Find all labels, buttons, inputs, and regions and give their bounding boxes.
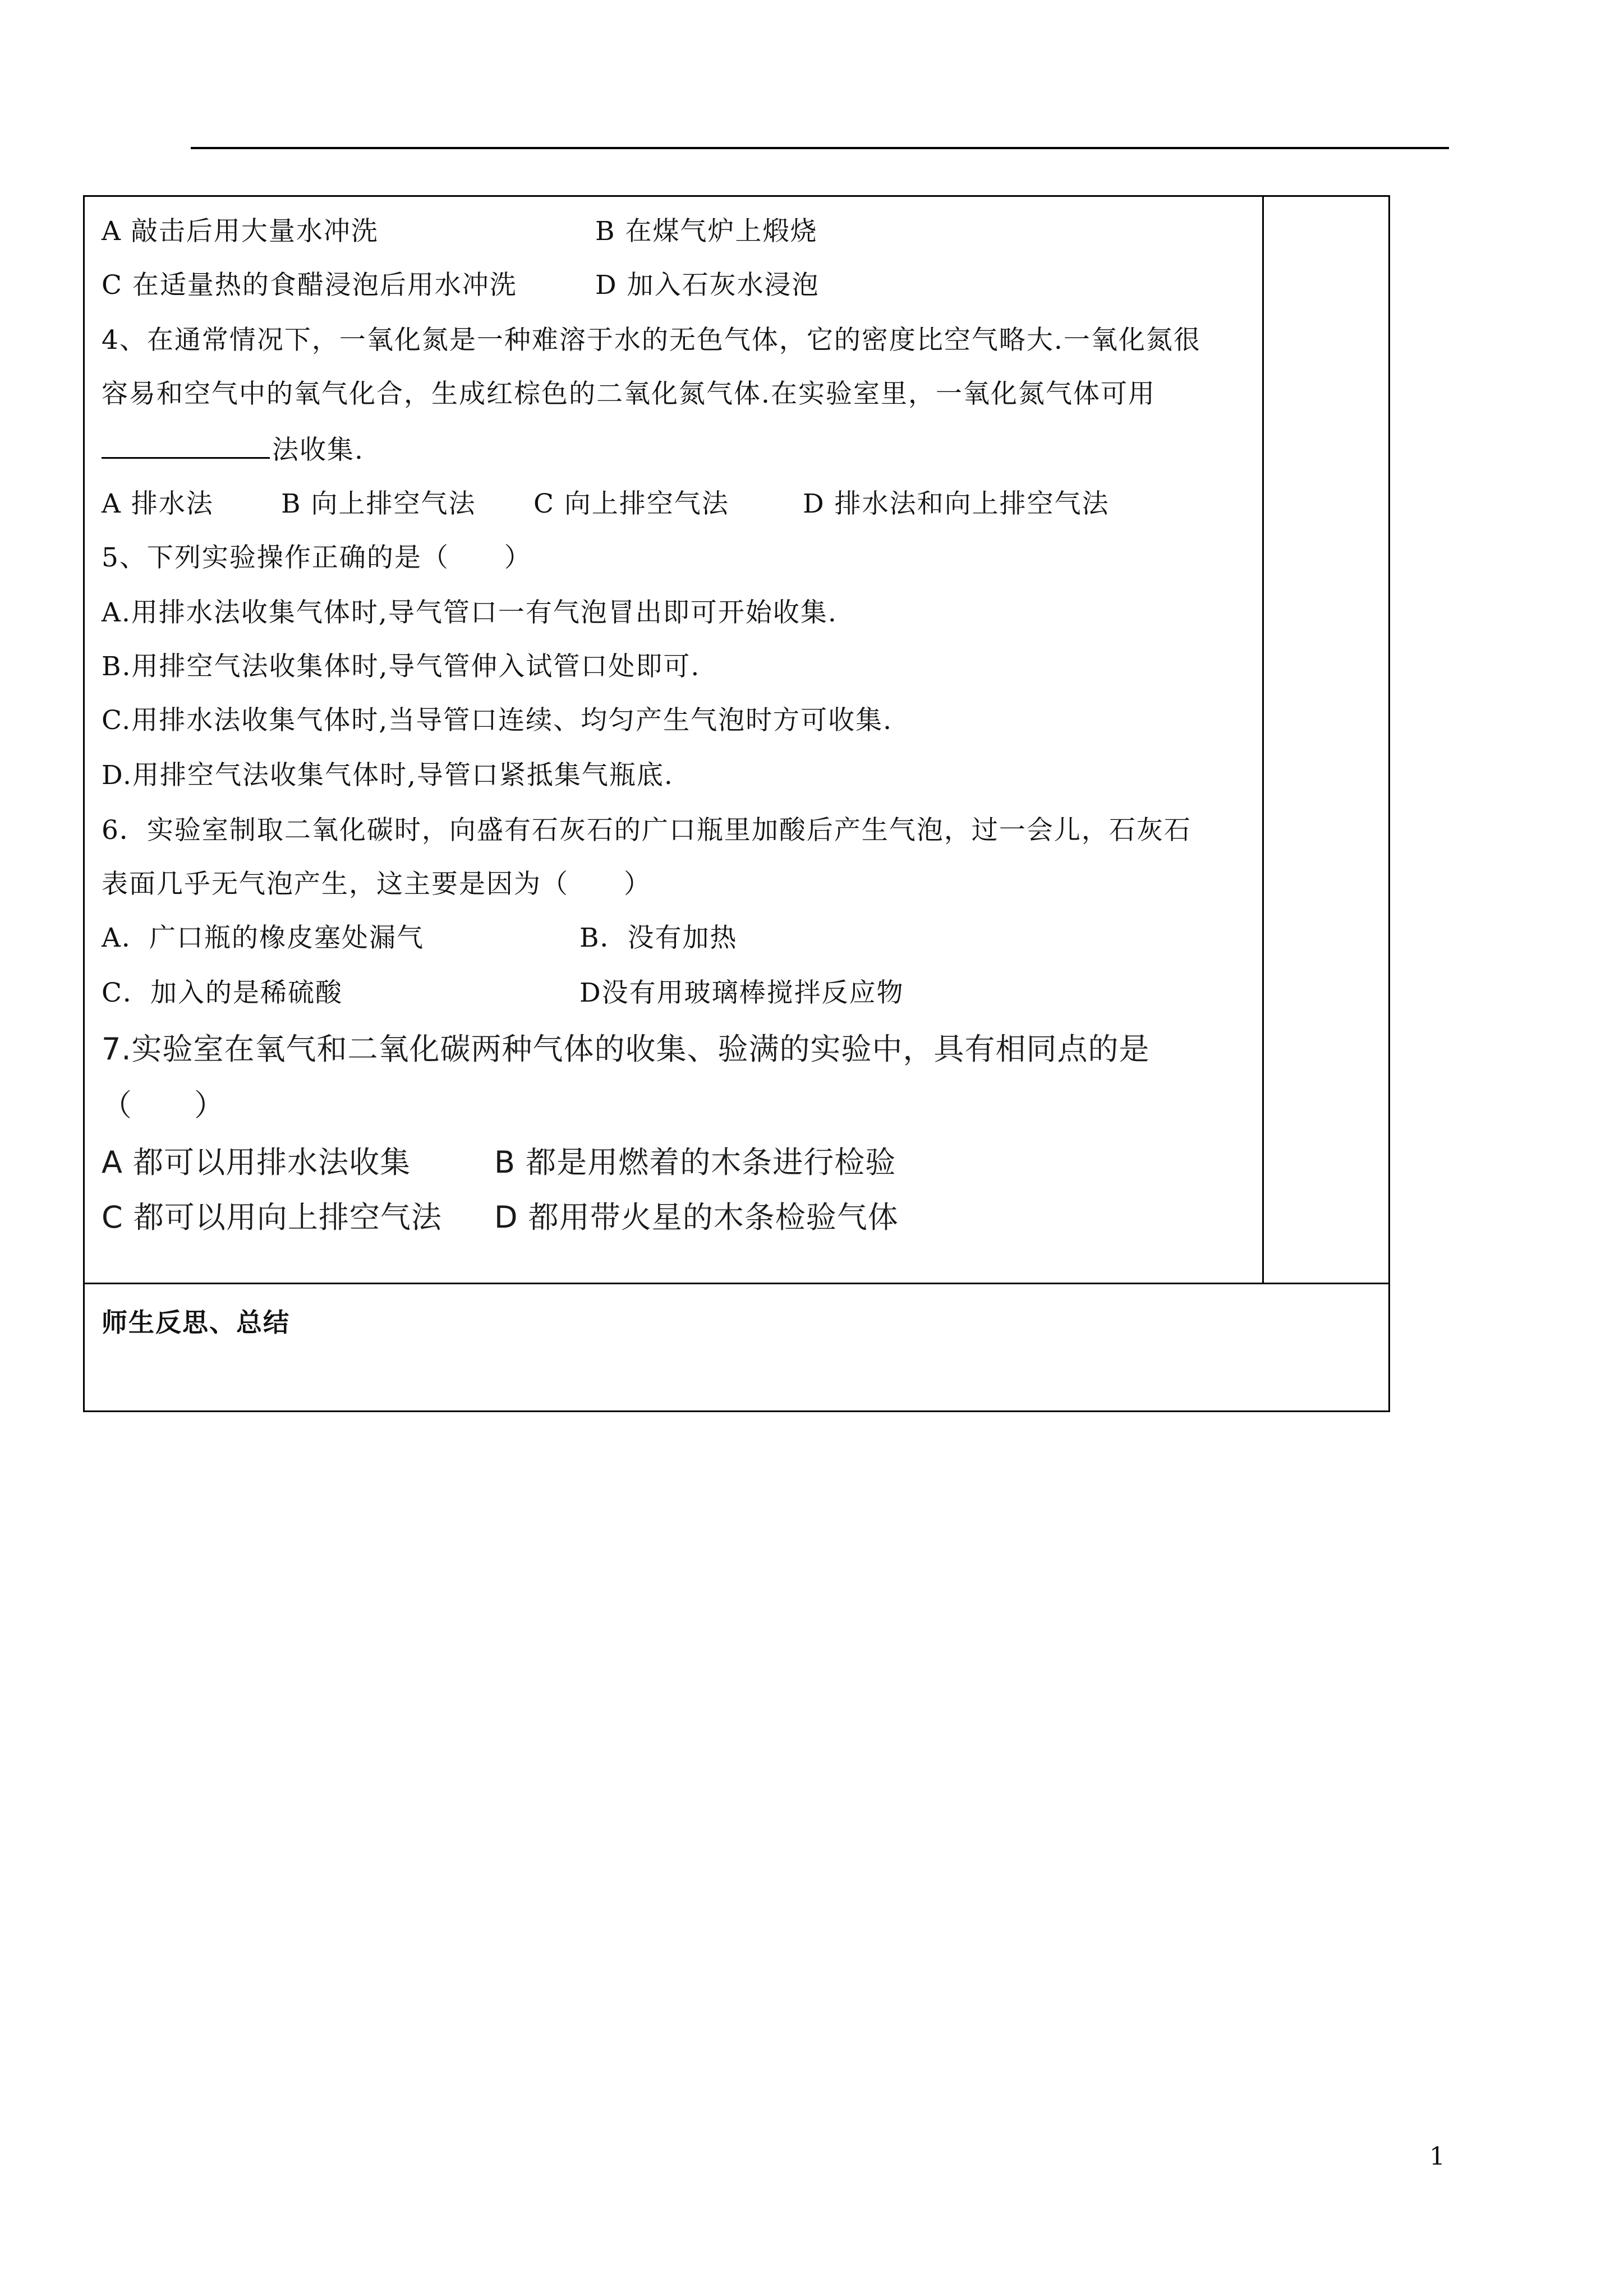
q5-stem: 5、下列实验操作正确的是（ ） xyxy=(102,542,532,573)
q5-option-c: C.用排水法收集气体时,当导管口连续、均匀产生气泡时方可收集. xyxy=(102,705,893,736)
q6-stem-line-1: 6．实验室制取二氧化碳时，向盛有石灰石的广口瓶里加酸后产生气泡，过一会儿，石灰石 xyxy=(102,815,1191,846)
notes-cell xyxy=(1264,197,1388,1283)
q4-option-d: D 排水法和向上排空气法 xyxy=(803,488,1110,519)
q6-option-b: B．没有加热 xyxy=(579,923,738,953)
q4-stem-line-1: 4、在通常情况下，一氧化氮是一种难溶于水的无色气体，它的密度比空气略大.一氧化氮很 xyxy=(102,325,1201,356)
q7-answer-paren: （ ） xyxy=(102,1087,225,1123)
exercise-cell xyxy=(85,197,1264,1283)
q7-options-row-2 xyxy=(102,1200,899,1235)
q6-options-row-1 xyxy=(102,921,738,955)
q4-stem-line-3 xyxy=(102,432,364,467)
q3-option-c: C 在适量热的食醋浸泡后用水冲洗 xyxy=(102,270,517,301)
q7-stem: 7.实验室在氧气和二氧化碳两种气体的收集、验满的实验中，具有相同点的是 xyxy=(102,1031,1150,1067)
q6-option-d: D没有用玻璃棒搅拌反应物 xyxy=(579,978,904,1008)
q6-options-row-2 xyxy=(102,976,904,1010)
q4-option-c: C 向上排空气法 xyxy=(533,488,729,519)
q4-option-b: B 向上排空气法 xyxy=(281,488,476,519)
header-rule xyxy=(191,147,1449,149)
q3-option-d: D 加入石灰水浸泡 xyxy=(595,270,820,301)
q4-stem-suffix: 法收集. xyxy=(272,435,364,465)
q7-option-c: C 都可以用向上排空气法 xyxy=(102,1200,442,1235)
worksheet-table xyxy=(83,195,1390,1412)
q3-options-row-2 xyxy=(102,269,820,302)
q3-option-b: B 在煤气炉上煅烧 xyxy=(595,216,818,247)
q4-stem-line-2: 容易和空气中的氧气化合，生成红棕色的二氧化氮气体.在实验室里，一氧化氮气体可用 xyxy=(102,379,1156,409)
q7-option-d: D 都用带火星的木条检验气体 xyxy=(494,1200,899,1235)
answer-blank xyxy=(102,432,270,459)
summary-title: 师生反思、总结 xyxy=(102,1307,290,1338)
q4-option-a: A 排水法 xyxy=(102,488,214,519)
q3-option-a: A 敲击后用大量水冲洗 xyxy=(102,216,379,247)
q5-option-d: D.用排空气法收集气体时,导管口紧抵集气瓶底. xyxy=(102,760,674,791)
summary-cell xyxy=(85,1283,1388,1410)
q6-option-c: C．加入的是稀硫酸 xyxy=(102,978,343,1008)
q3-options-row-1 xyxy=(102,215,818,248)
q6-option-a: A．广口瓶的橡皮塞处漏气 xyxy=(102,923,424,953)
q7-options-row-1 xyxy=(102,1145,896,1180)
q4-options-row xyxy=(102,487,1110,521)
q6-stem-line-2: 表面几乎无气泡产生，这主要是因为（ ） xyxy=(102,869,651,900)
q5-option-a: A.用排水法收集气体时,导气管口一有气泡冒出即可开始收集. xyxy=(102,597,838,628)
q5-option-b: B.用排空气法收集体时,导气管伸入试管口处即可. xyxy=(102,651,701,682)
q7-option-a: A 都可以用排水法收集 xyxy=(102,1145,411,1180)
q7-option-b: B 都是用燃着的木条进行检验 xyxy=(494,1145,896,1180)
page-number: 1 xyxy=(1429,2142,1445,2171)
